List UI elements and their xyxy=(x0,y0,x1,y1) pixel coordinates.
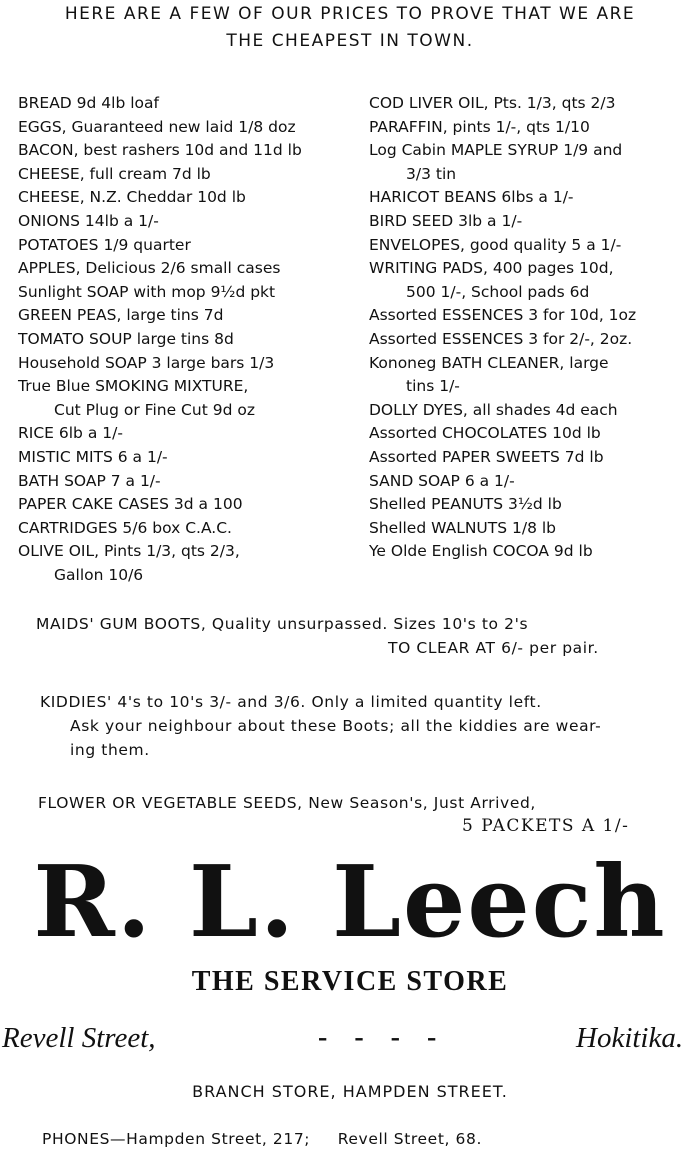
price-item: 500 1/-, School pads 6d xyxy=(406,282,590,301)
price-item: Assorted PAPER SWEETS 7d lb xyxy=(369,447,604,466)
store-tagline: THE SERVICE STORE xyxy=(191,966,509,997)
price-item: ONIONS 14lb a 1/- xyxy=(18,211,159,230)
price-item: ENVELOPES, good quality 5 a 1/- xyxy=(369,235,622,254)
price-item: CHEESE, N.Z. Cheddar 10d lb xyxy=(18,188,246,207)
price-list-right xyxy=(369,92,699,564)
address-street: Revell Street, xyxy=(2,1022,156,1054)
seeds-line-2: 5 PACKETS A 1/- xyxy=(462,816,630,836)
price-item: 3/3 tin xyxy=(406,164,457,183)
price-item: Ye Olde English COCOA 9d lb xyxy=(369,542,593,561)
price-list-left xyxy=(18,92,358,587)
maids-boots-line-2: TO CLEAR AT 6/- per pair. xyxy=(388,639,599,657)
price-item: Gallon 10/6 xyxy=(54,565,144,584)
headline-line-1: HERE ARE A FEW OF OUR PRICES TO PROVE THAT WE ARE xyxy=(64,4,636,24)
price-item: DOLLY DYES, all shades 4d each xyxy=(369,400,618,419)
price-item: BACON, best rashers 10d and 11d lb xyxy=(18,141,302,160)
price-item: CHEESE, full cream 7d lb xyxy=(18,164,211,183)
address-town: Hokitika. xyxy=(576,1022,684,1054)
price-item: EGGS, Guaranteed new laid 1/8 doz xyxy=(18,117,296,136)
kiddies-line-3: ing them. xyxy=(70,741,150,759)
price-item: POTATOES 1/9 quarter xyxy=(18,235,191,254)
price-item: Sunlight SOAP with mop 9½d pkt xyxy=(18,282,276,301)
price-item: BIRD SEED 3lb a 1/- xyxy=(369,211,523,230)
price-item: tins 1/- xyxy=(406,377,460,396)
address-separator: - - - - xyxy=(318,1022,447,1053)
price-item: True Blue SMOKING MIXTURE, xyxy=(18,377,249,396)
phone-numbers: PHONES—Hampden Street, 217; Revell Street, 68. xyxy=(42,1130,483,1148)
price-item: Assorted ESSENCES 3 for 2/-, 2oz. xyxy=(369,329,633,348)
price-item: TOMATO SOUP large tins 8d xyxy=(18,329,234,348)
price-item: Assorted CHOCOLATES 10d lb xyxy=(369,424,601,443)
kiddies-line-1: KIDDIES' 4's to 10's 3/- and 3/6. Only a limited quantity left. xyxy=(40,693,542,711)
price-item: APPLES, Delicious 2/6 small cases xyxy=(18,259,281,278)
branch-store: BRANCH STORE, HAMPDEN STREET. xyxy=(192,1082,508,1101)
price-item: Log Cabin MAPLE SYRUP 1/9 and xyxy=(369,141,623,160)
price-item: Shelled WALNUTS 1/8 lb xyxy=(369,518,557,537)
price-item: CARTRIDGES 5/6 box C.A.C. xyxy=(18,518,232,537)
price-item: COD LIVER OIL, Pts. 1/3, qts 2/3 xyxy=(369,94,616,112)
headline-line-2: THE CHEAPEST IN TOWN. xyxy=(226,31,474,51)
maids-boots-line-1: MAIDS' GUM BOOTS, Quality unsurpassed. Sizes 10's to 2's xyxy=(36,615,529,633)
price-item: BATH SOAP 7 a 1/- xyxy=(18,471,161,490)
kiddies-line-2: Ask your neighbour about these Boots; all the kiddies are wear- xyxy=(70,717,602,735)
seeds-line-1: FLOWER OR VEGETABLE SEEDS, New Season's, Just Arrived, xyxy=(38,794,536,812)
price-item: Shelled PEANUTS 3½d lb xyxy=(369,495,562,514)
price-item: GREEN PEAS, large tins 7d xyxy=(18,306,224,325)
price-item: OLIVE OIL, Pints 1/3, qts 2/3, xyxy=(18,542,240,561)
price-item: HARICOT BEANS 6lbs a 1/- xyxy=(369,188,574,207)
price-item: WRITING PADS, 400 pages 10d, xyxy=(369,259,614,278)
price-item: Assorted ESSENCES 3 for 10d, 1oz xyxy=(369,306,637,325)
price-item: Cut Plug or Fine Cut 9d oz xyxy=(54,400,255,419)
price-item: SAND SOAP 6 a 1/- xyxy=(369,471,515,490)
store-name-logo: R. L. Leech xyxy=(33,845,667,960)
price-item: BREAD 9d 4lb loaf xyxy=(18,94,159,112)
price-item: MISTIC MITS 6 a 1/- xyxy=(18,447,168,466)
price-item: Kononeg BATH CLEANER, large xyxy=(369,353,609,372)
price-item: Household SOAP 3 large bars 1/3 xyxy=(18,353,275,372)
price-item: PAPER CAKE CASES 3d a 100 xyxy=(18,495,243,514)
price-item: PARAFFIN, pints 1/-, qts 1/10 xyxy=(369,117,590,136)
price-item: RICE 6lb a 1/- xyxy=(18,424,123,443)
